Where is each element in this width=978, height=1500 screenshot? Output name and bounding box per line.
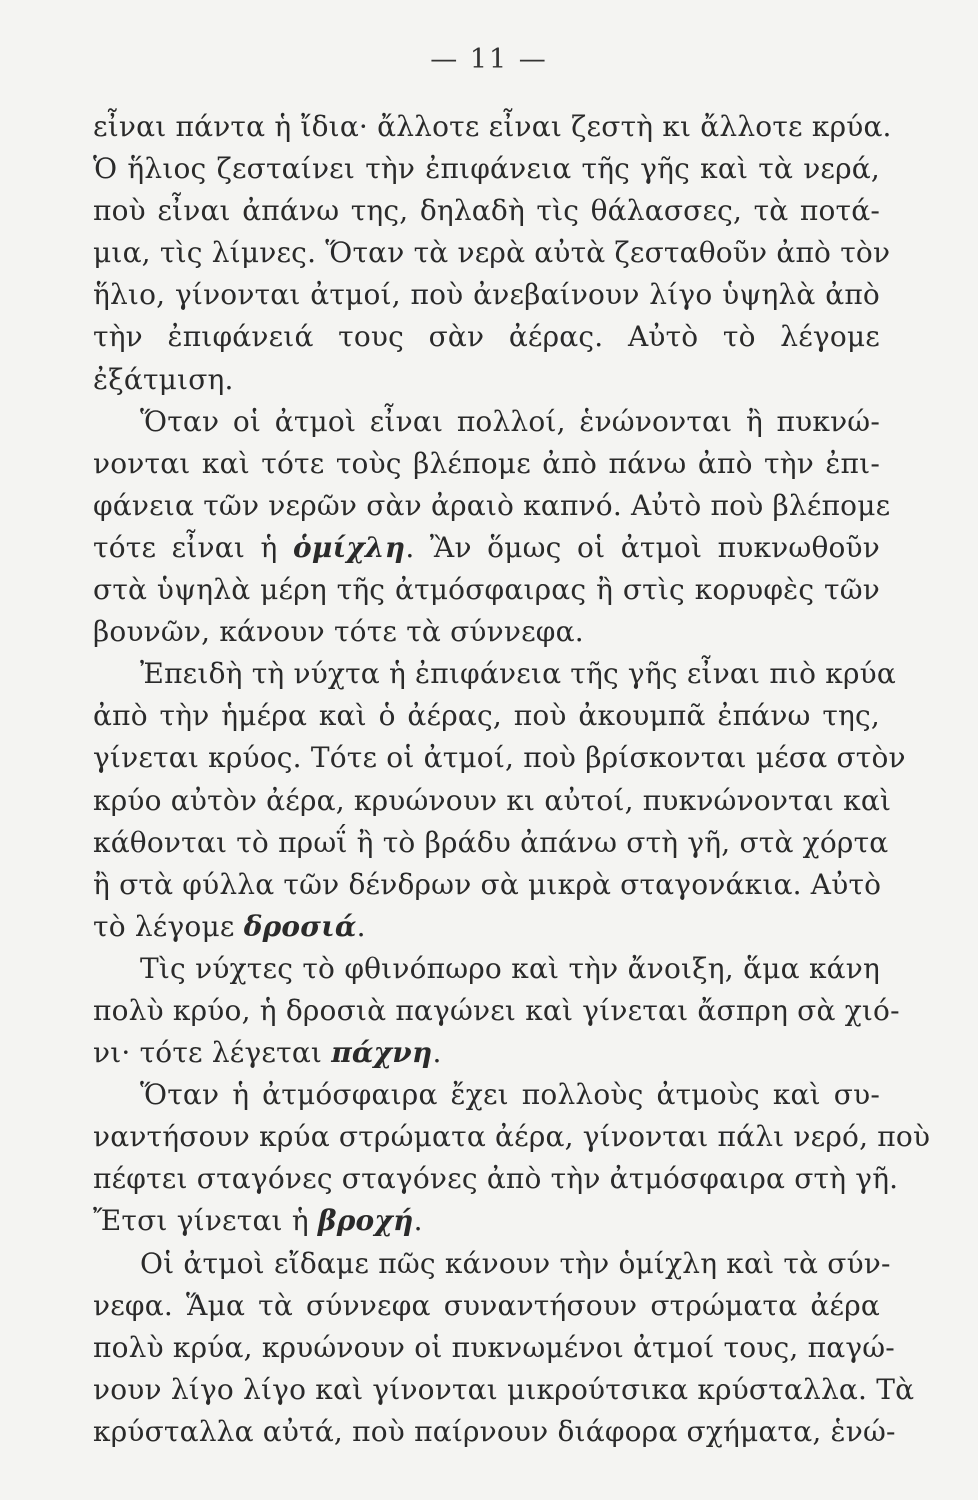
text-line: εἶναι πάντα ἡ ἴδια· ἄλλοτε εἶναι ζεστὴ κι ἄλλοτε κρύα.	[93, 110, 892, 143]
text-segment: . Ἂν ὅμως οἱ ἀτμοὶ πυκνωθοῦν	[405, 530, 880, 564]
text-line: ποὺ εἶναι ἀπάνω της, δηλαδὴ τὶς θάλασσες, τὰ ποτά-	[93, 194, 880, 228]
text-line: ἢ στὰ φύλλα τῶν δένδρων σὰ μικρὰ σταγονάκια. Αὐτὸ	[93, 867, 882, 901]
text-line: Ἐπειδὴ τὴ νύχτα ἡ ἐπιφάνεια τῆς γῆς εἶναι πιὸ κρύα	[140, 657, 896, 691]
text-segment: .	[356, 909, 366, 943]
text-line: πέφτει σταγόνες σταγόνες ἀπὸ τὴν ἀτμόσφαιρα στὴ γῆ.	[93, 1162, 899, 1196]
text-line	[93, 1200, 880, 1242]
text-segment: .	[432, 1036, 442, 1070]
text-line: κάθονται τὸ πρωΐ ἢ τὸ βράδυ ἀπάνω στὴ γῆ, στὰ χόρτα	[93, 825, 889, 859]
text-line: Οἱ ἀτμοὶ εἴδαμε πῶς κάνουν τὴν ὁμίχλη καὶ τὰ σύν-	[140, 1246, 891, 1280]
text-segment: Ἔτσι γίνεται ἡ	[93, 1204, 318, 1238]
text-line	[93, 1032, 880, 1074]
text-line: γίνεται κρύος. Τότε οἱ ἀτμοί, ποὺ βρίσκονται μέσα στὸν	[93, 741, 906, 775]
text-line: ἀπὸ τὴν ἡμέρα καὶ ὁ ἀέρας, ποὺ ἀκουμπᾶ ἐπάνω της,	[93, 699, 880, 733]
text-line: νεφα. Ἅμα τὰ σύννεφα συναντήσουν στρώματα ἀέρα	[93, 1288, 880, 1322]
defined-term: πάχνη	[331, 1036, 433, 1070]
text-line: νουν λίγο λίγο καὶ γίνονται μικρούτσικα κρύσταλλα. Τὰ	[93, 1372, 915, 1406]
text-line: πολὺ κρύα, κρυώνουν οἱ πυκνωμένοι ἀτμοί τους, παγώ-	[93, 1330, 895, 1364]
text-line: τὴν ἐπιφάνειά τους σὰν ἀέρας. Αὐτὸ τὸ λέγομε	[93, 320, 880, 354]
defined-term: ὁμίχλη	[293, 530, 406, 564]
text-line: ἥλιο, γίνονται ἀτμοί, ποὺ ἀνεβαίνουν λίγο ὑψηλὰ ἀπὸ	[93, 278, 880, 312]
defined-term: βροχή	[317, 1204, 414, 1238]
text-line	[93, 906, 880, 948]
text-line: κρύο αὐτὸν ἀέρα, κρυώνουν κι αὐτοί, πυκνώνονται καὶ	[93, 783, 892, 817]
text-line: ἐξάτμιση.	[93, 362, 234, 396]
text-segment: τότε εἶναι ἡ	[93, 530, 293, 564]
text-line: πολὺ κρύο, ἡ δροσιὰ παγώνει καὶ γίνεται ἄσπρη σὰ χιό-	[93, 993, 900, 1027]
text-line: κρύσταλλα αὐτά, ποὺ παίρνουν διάφορα σχήματα, ἑνώ-	[93, 1414, 896, 1448]
text-line: στὰ ὑψηλὰ μέρη τῆς ἀτμόσφαιρας ἢ στὶς κορυφὲς τῶν	[93, 573, 880, 607]
text-line: νονται καὶ τότε τοὺς βλέπομε ἀπὸ πάνω ἀπὸ τὴν ἐπι-	[93, 446, 880, 480]
text-segment: νι· τότε λέγεται	[93, 1036, 332, 1070]
text-line: Τὶς νύχτες τὸ φθινόπωρο καὶ τὴν ἄνοιξη, ἅμα κάνη	[140, 951, 880, 985]
text-line: ναντήσουν κρύα στρώματα ἀέρα, γίνονται πάλι νερό, ποὺ	[93, 1120, 931, 1154]
text-line: φάνεια τῶν νερῶν σὰν ἀραιὸ καπνό. Αὐτὸ ποὺ βλέπομε	[93, 488, 891, 522]
text-line: Ὅταν οἱ ἀτμοὶ εἶναι πολλοί, ἑνώνονται ἢ πυκνώ-	[140, 404, 880, 438]
defined-term: δροσιά	[243, 909, 357, 943]
text-line: μια, τὶς λίμνες. Ὅταν τὰ νερὰ αὐτὰ ζεσταθοῦν ἀπὸ τὸν	[93, 236, 891, 270]
text-segment: .	[413, 1204, 423, 1238]
page-number: — 11 —	[430, 44, 548, 75]
body-text	[93, 106, 931, 1453]
text-line: Ὁ ἥλιος ζεσταίνει τὴν ἐπιφάνεια τῆς γῆς καὶ τὰ νερά,	[93, 152, 880, 186]
text-line	[93, 527, 880, 569]
text-line: Ὅταν ἡ ἀτμόσφαιρα ἔχει πολλοὺς ἀτμοὺς καὶ συ-	[140, 1078, 880, 1112]
text-line: βουνῶν, κάνουν τότε τὰ σύννεφα.	[93, 615, 584, 649]
text-segment: τὸ λέγομε	[93, 909, 244, 943]
